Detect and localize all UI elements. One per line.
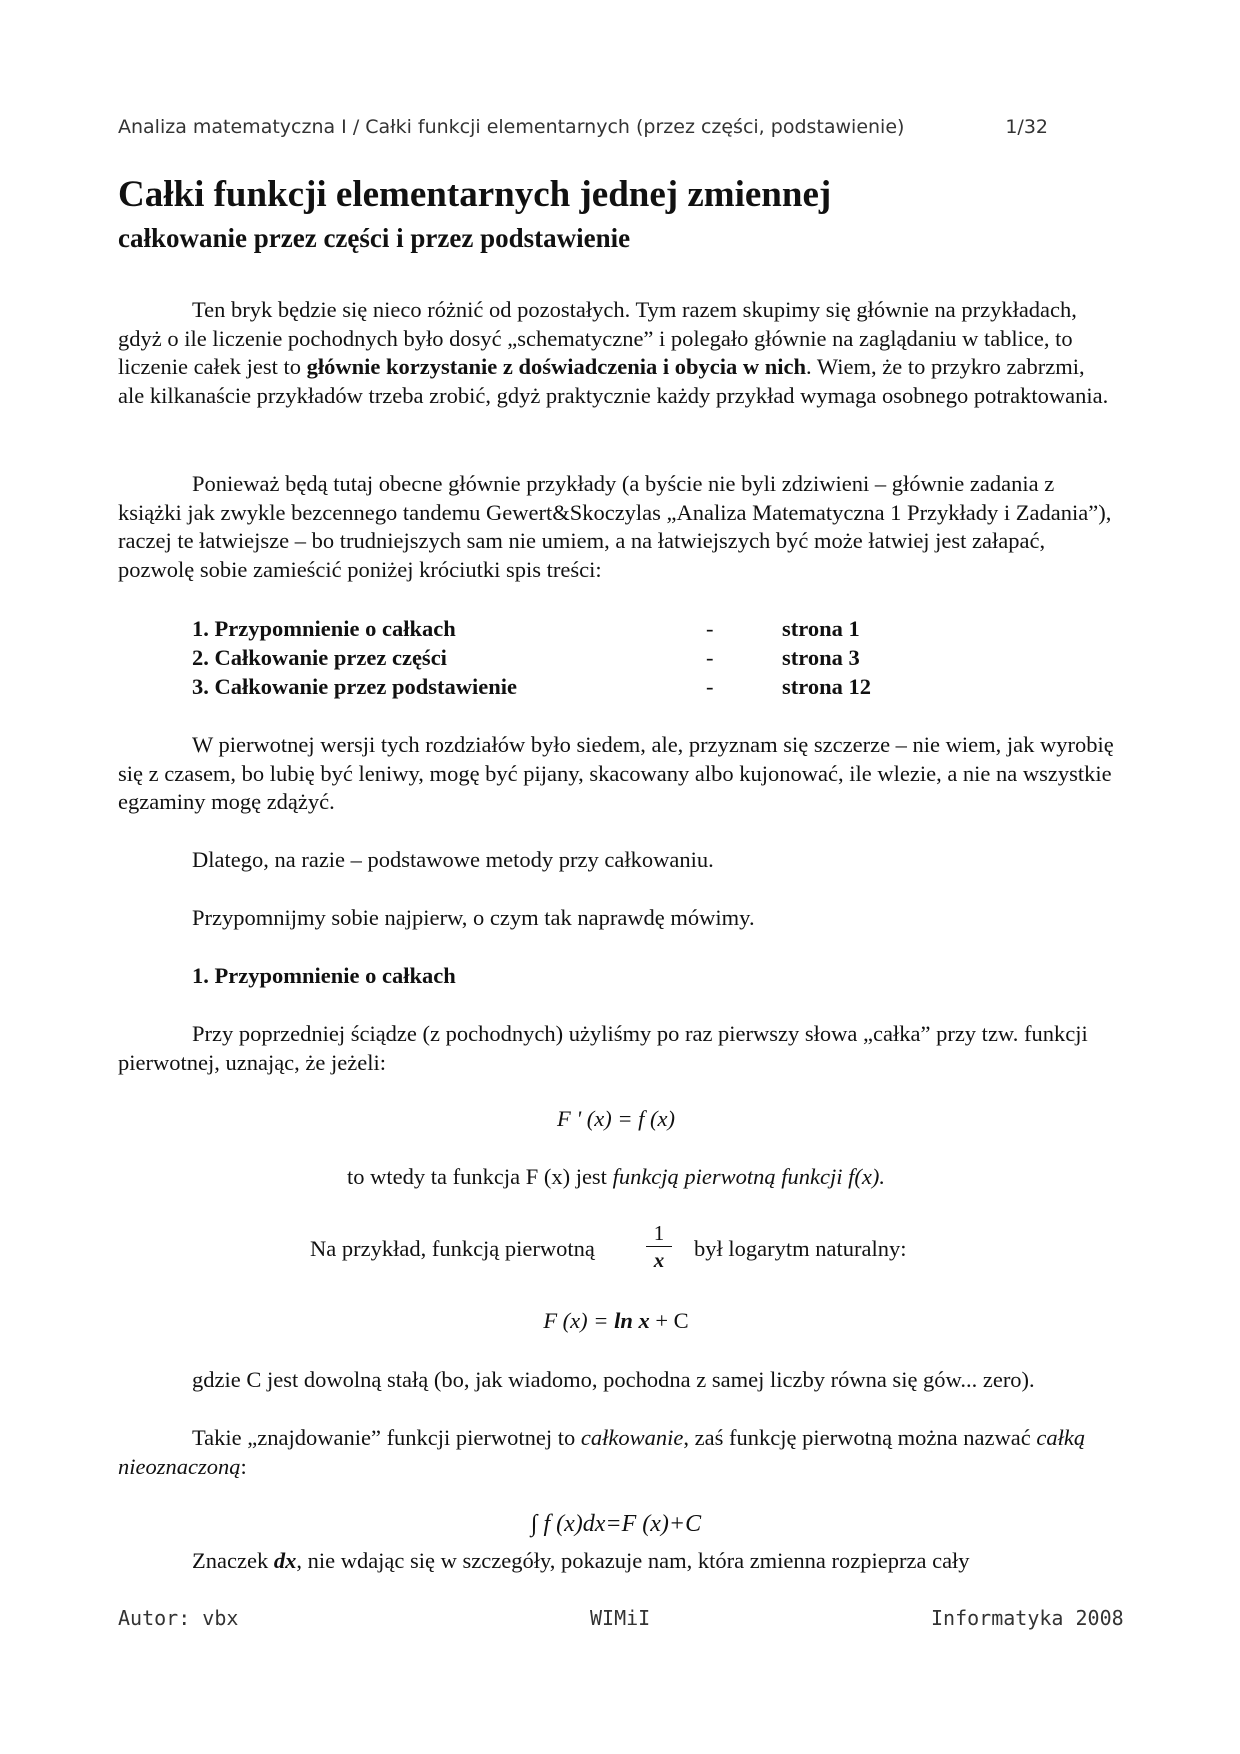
paragraph-text: Ponieważ będą tutaj obecne głównie przykłady (a byście nie byli zdziwieni – głównie zadania z książki jak zwykle bezcennego tandemu Gewert&Skoczylas „Analiza Matematyczna 1 Przykłady i Zadania”), raczej te łatwiejsze – bo trudniejszych sam nie umiem, a na łatwiejszych być może łatwiej jest załapać, pozwolę sobie zamieścić poniżej króciutki spis treści:	[118, 471, 1112, 583]
paragraph-text: Przy poprzedniej ściądze (z pochodnych) użyliśmy po raz pierwszy słowa „całka” przy tzw. funkcji pierwotnej, uznając, że jeżeli:	[118, 1021, 1088, 1075]
page-number: 1/32	[1005, 116, 1048, 138]
paragraph-text: W pierwotnej wersji tych rozdziałów było siedem, ale, przyznam się szczerze – nie wiem, jak wyrobię się z czasem, bo lubię być leniwy, mogę być pijany, skacowany albo kujonować, ile wlezie, a nie na wszystkie egzaminy mogę zdążyć.	[118, 732, 1114, 815]
paragraph-intro	[118, 296, 1114, 411]
paragraph-examples	[118, 470, 1114, 585]
paragraph-text: . Wiem, że to przykro zabrzmi, ale kilkanaście przykładów trzeba zrobić, gdyż praktycznie każdy przykład wymaga osobnego potraktowania.	[118, 354, 1109, 409]
page-header	[118, 116, 1048, 138]
paragraph-text: Przypomnijmy sobie najpierw, o czym tak naprawdę mówimy.	[192, 905, 755, 930]
equation-log	[118, 1308, 1114, 1334]
toc-page: strona 3	[782, 645, 860, 670]
header-text: Analiza matematyczna I / Całki funkcji elementarnych (przez części, podstawienie)	[118, 116, 905, 138]
footer-author: Autor: vbx	[118, 1606, 239, 1630]
example-text-right: był logarytm naturalny:	[694, 1236, 907, 1261]
paragraph-recall	[118, 904, 1114, 933]
paragraph-versions	[118, 731, 1114, 817]
toc-row	[192, 674, 912, 703]
table-of-contents	[192, 616, 912, 703]
paragraph-text: gdzie C jest dowolną stałą (bo, jak wiadomo, pochodna z samej liczby równa się gów... zero).	[192, 1367, 1035, 1392]
paragraph-text: Ten bryk będzie się nieco różnić od pozostałych. Tym razem skupimy się głównie na przykładach, gdyż o ile liczenie pochodnych było dosyć „schematyczne” i polegało głównie na zaglądaniu w tablice, to liczenie całek jest to	[118, 297, 1077, 380]
equation-part: F (x) =	[543, 1308, 615, 1333]
document-title: Całki funkcji elementarnych jednej zmiennej	[118, 174, 832, 215]
paragraph-antiderivative	[118, 1020, 1114, 1077]
toc-row	[192, 616, 912, 645]
paragraph-constant	[118, 1366, 1114, 1395]
paragraph-definition	[118, 1164, 1114, 1190]
fraction-numerator: 1	[653, 1221, 665, 1245]
italic-text: całką nieoznaczoną	[118, 1425, 1086, 1479]
fraction-one-over-x	[646, 1222, 672, 1271]
toc-page: strona 1	[782, 616, 860, 641]
paragraph-text: Takie „znajdowanie” funkcji pierwotnej to	[192, 1425, 581, 1450]
equation-integral: ∫ f (x)dx=F (x)+C	[530, 1511, 702, 1537]
paragraph-text: :	[240, 1453, 247, 1479]
toc-title: 3. Całkowanie przez podstawienie	[192, 674, 517, 699]
footer-faculty: WIMiI	[590, 1606, 651, 1630]
bold-text: głównie korzystanie z doświadczenia i obycia w nich	[306, 354, 807, 380]
paragraph-text: to wtedy ta funkcja F (x) jest	[347, 1164, 613, 1189]
toc-page: strona 12	[782, 674, 871, 699]
footer-course: Informatyka 2008	[931, 1606, 1124, 1630]
example-text-left: Na przykład, funkcją pierwotną	[310, 1236, 595, 1261]
toc-dash: -	[706, 645, 714, 670]
paragraph-dx	[118, 1547, 1114, 1576]
section-title: 1. Przypomnienie o całkach	[192, 963, 456, 988]
equation-derivative: F ' (x) = f (x)	[556, 1106, 676, 1131]
section-heading	[118, 962, 1114, 991]
equation-part: + C	[649, 1308, 689, 1333]
italic-text: dx	[273, 1548, 297, 1573]
paragraph-text: Znaczek	[192, 1548, 274, 1573]
document-subtitle: całkowanie przez części i przez podstawienie	[118, 223, 631, 253]
paragraph-methods	[118, 846, 1114, 875]
toc-dash: -	[706, 674, 714, 699]
fraction-bar	[646, 1246, 672, 1247]
paragraph-text: , nie wdając się w szczegóły, pokazuje nam, która zmienna rozpieprza cały	[296, 1548, 970, 1573]
paragraph-text: , zaś funkcję pierwotną można nazwać	[683, 1425, 1037, 1450]
toc-title: 1. Przypomnienie o całkach	[192, 616, 456, 641]
toc-dash: -	[706, 616, 714, 641]
toc-title: 2. Całkowanie przez części	[192, 645, 447, 670]
paragraph-integration	[118, 1424, 1114, 1481]
italic-text: całkowanie	[580, 1425, 684, 1450]
italic-text: funkcją pierwotną funkcji f(x).	[612, 1164, 885, 1189]
fraction-denominator: x	[653, 1248, 665, 1272]
toc-row	[192, 645, 912, 674]
equation-part: ln x	[614, 1308, 650, 1333]
paragraph-text: Dlatego, na razie – podstawowe metody przy całkowaniu.	[192, 847, 714, 872]
